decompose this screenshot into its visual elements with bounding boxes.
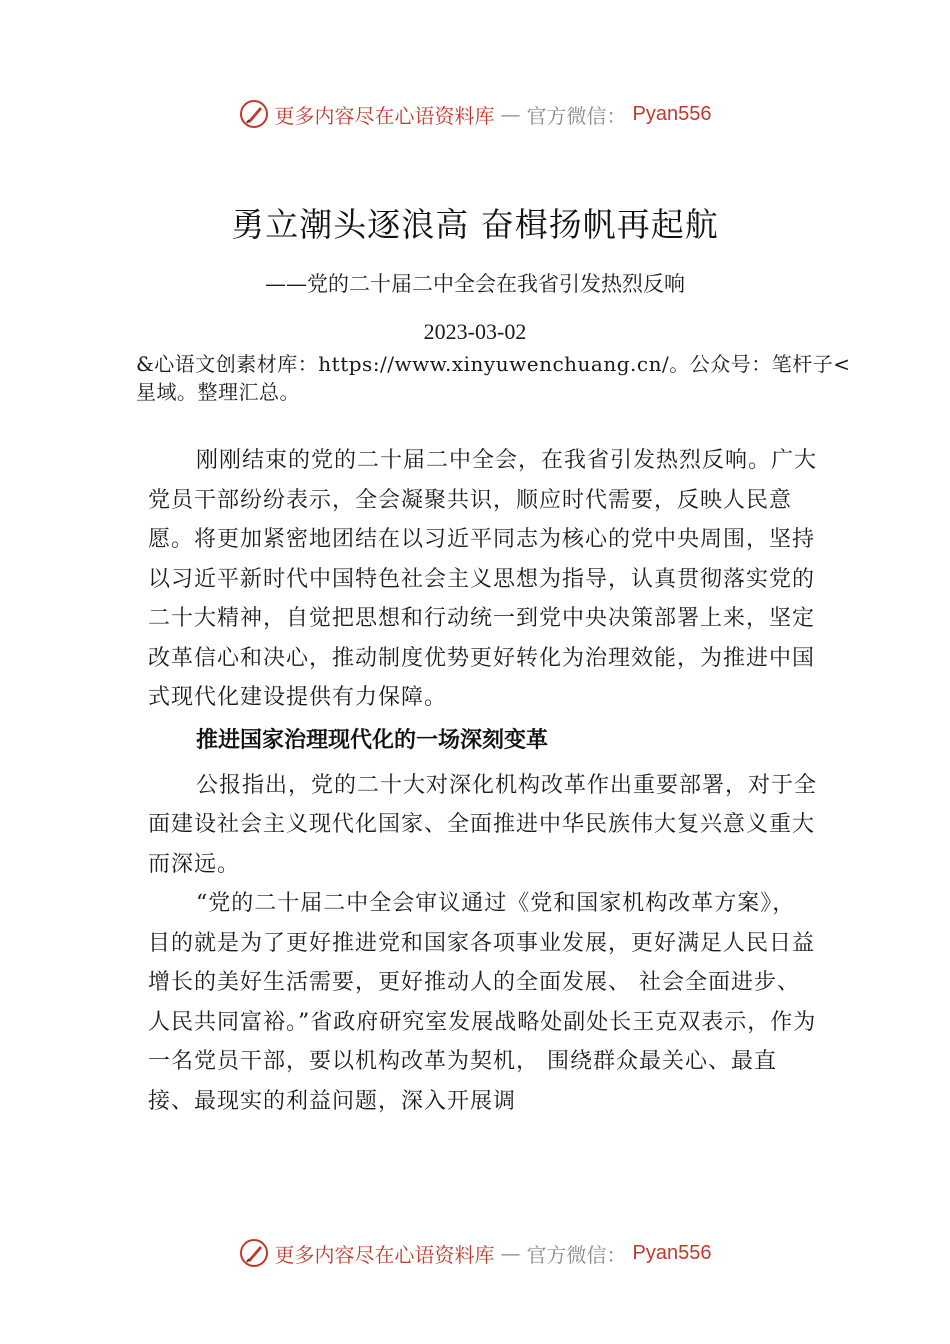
banner-wechat-label: 官方微信： xyxy=(526,1242,627,1267)
section-heading: 推进国家治理现代化的一场深刻变革 xyxy=(196,727,549,753)
article-date: 2023-03-02 xyxy=(423,319,527,344)
banner-dash: — xyxy=(500,102,521,126)
banner-lead-text: 更多内容尽在心语资料库 xyxy=(274,103,495,128)
banner-lead-text: 更多内容尽在心语资料库 xyxy=(274,1242,495,1267)
banner-dash: — xyxy=(500,1241,521,1265)
article-subtitle: ——党的二十届二中全会在我省引发热烈反响 xyxy=(265,272,685,296)
quill-logo-icon xyxy=(239,99,269,129)
article-body xyxy=(148,441,818,1121)
banner-wechat-label: 官方微信： xyxy=(526,103,627,128)
paragraph: “党的二十届二中全会审议通过《党和国家机构改革方案》，目的就是为了更好推进党和国家各项事业发展，更好满足人民日益增长的美好生活需要，更好推动人的全面发展、 社会全面进步、人民共同富裕。”省政府研究室发展战略处副处长王克双表示，作为一名党员干部，要以机构改革为契机， 围绕群众最关心、最直接、最现实的利益问题，深入开展调 xyxy=(148,891,817,1114)
paragraph: 公报指出，党的二十大对深化机构改革作出重要部署，对于全面建设社会主义现代化国家、全面推进中华民族伟大复兴意义重大而深远。 xyxy=(148,772,818,877)
footer-banner xyxy=(0,1233,950,1273)
quill-logo-icon xyxy=(239,1238,269,1268)
header-banner xyxy=(0,94,950,134)
banner-wechat-id: Pyan556 xyxy=(632,1241,712,1264)
source-note: &心语文创素材库：https://www.xinyuwenchuang.cn/。公众号：笔杆子<星域。整理汇总。 xyxy=(136,352,851,404)
article-title: 勇立潮头逐浪高 奋楫扬帆再起航 xyxy=(231,205,719,244)
paragraph: 刚刚结束的党的二十届二中全会，在我省引发热烈反响。广大党员干部纷纷表示，全会凝聚共识，顺应时代需要，反映人民意愿。将更加紧密地团结在以习近平同志为核心的党中央周围，坚持以习近平新时代中国特色社会主义思想为指导，认真贯彻落实党的二十大精神，自觉把思想和行动统一到党中央决策部署上来，坚定改革信心和决心，推动制度优势更好转化为治理效能，为推进中国式现代化建设提供有力保障。 xyxy=(148,448,818,710)
banner-wechat-id: Pyan556 xyxy=(632,102,712,125)
